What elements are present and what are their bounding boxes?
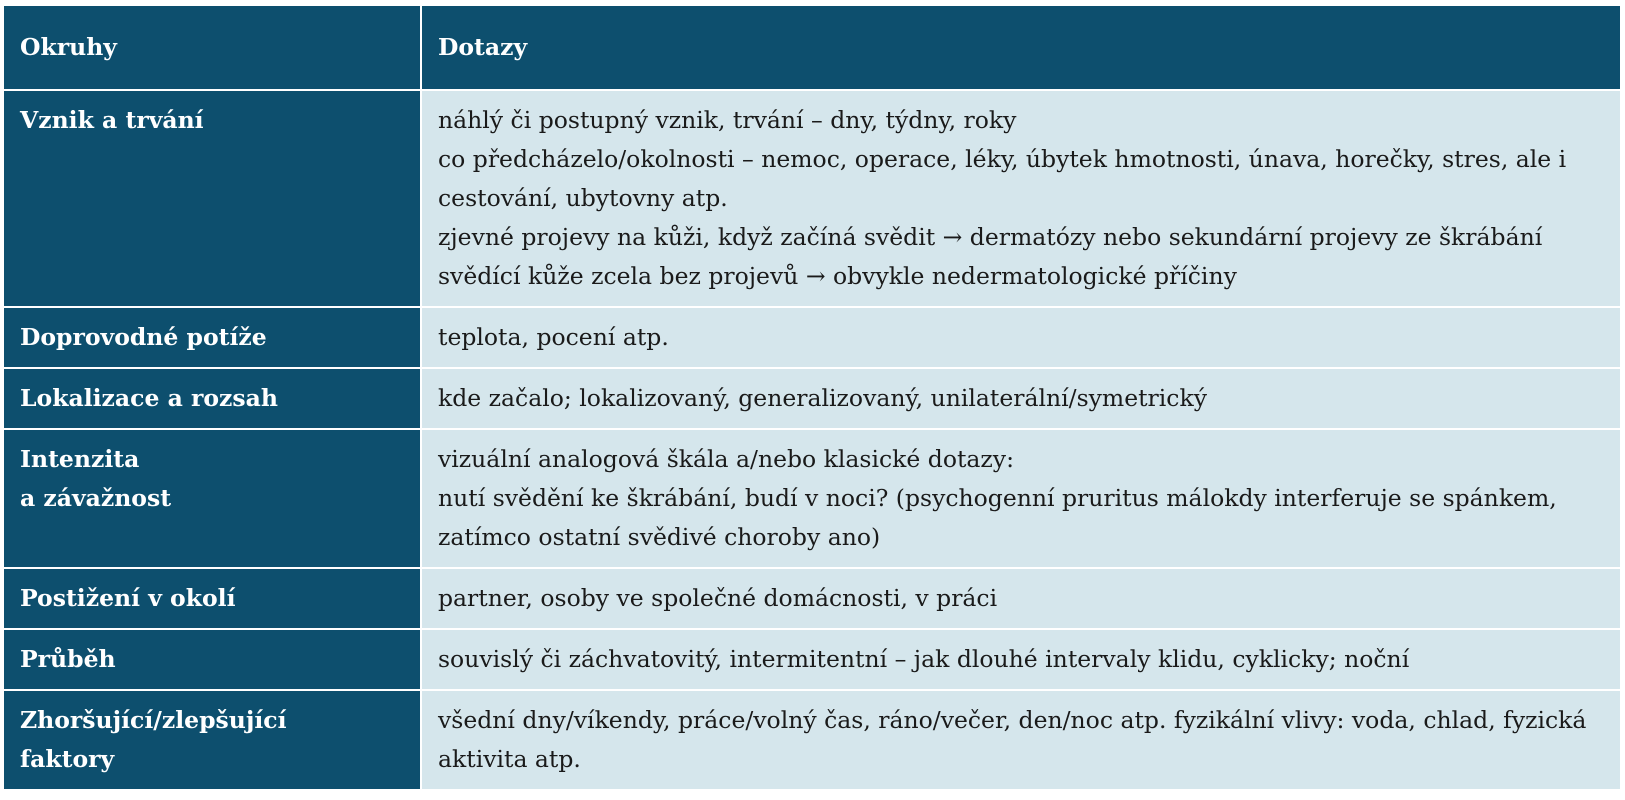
row-queries: [422, 569, 1620, 628]
topic-line: Průběh: [20, 645, 116, 673]
query-line: všední dny/víkendy, práce/volný čas, ráno/večer, den/noc atp. fyzikální vlivy: voda, chlad, fyzická aktivita atp.: [438, 706, 1587, 773]
row-queries: [422, 91, 1620, 306]
topic-line: Vznik a trvání: [20, 106, 204, 134]
query-line: vizuální analogová škála a/nebo klasické dotazy:: [438, 445, 1015, 473]
topic-line: Intenzita: [20, 445, 140, 473]
query-line: kde začalo; lokalizovaný, generalizovaný, unilaterální/symetrický: [438, 384, 1207, 412]
row-topic: [4, 369, 422, 428]
table-row: [4, 630, 1620, 691]
topic-line: Doprovodné potíže: [20, 323, 267, 351]
row-topic: [4, 691, 422, 789]
row-queries: [422, 369, 1620, 428]
row-queries: [422, 430, 1620, 567]
row-topic: [4, 630, 422, 689]
row-queries: [422, 308, 1620, 367]
topic-line: Zhoršující/zlepšující: [20, 706, 287, 734]
topic-line: a závažnost: [20, 484, 172, 512]
query-line: náhlý či postupný vznik, trvání – dny, týdny, roky: [438, 106, 1017, 134]
row-topic: [4, 308, 422, 367]
table-row: [4, 569, 1620, 630]
topic-line: Lokalizace a rozsah: [20, 384, 278, 412]
row-topic: [4, 569, 422, 628]
query-line: teplota, pocení atp.: [438, 323, 669, 351]
query-line: nutí svědění ke škrábání, budí v noci? (psychogenní pruritus málokdy interferuje se spánkem, zatímco ostatní svědivé choroby ano): [438, 484, 1557, 551]
row-topic: [4, 430, 422, 567]
table-row: [4, 691, 1620, 791]
header-queries: Dotazy: [422, 6, 1620, 89]
topic-line: Postižení v okolí: [20, 584, 236, 612]
anamnesis-table: [4, 4, 1620, 791]
table-row: [4, 430, 1620, 569]
header-topic: Okruhy: [4, 6, 422, 89]
table-row: [4, 308, 1620, 369]
query-line: zjevné projevy na kůži, když začíná svědit → dermatózy nebo sekundární projevy ze škrábání: [438, 223, 1543, 251]
query-line: souvislý či záchvatovitý, intermitentní – jak dlouhé intervaly klidu, cyklicky; noční: [438, 645, 1410, 673]
query-line: svědící kůže zcela bez projevů → obvykle nedermatologické příčiny: [438, 262, 1237, 290]
table-header-row: [4, 6, 1620, 91]
row-queries: [422, 630, 1620, 689]
query-line: co předcházelo/okolnosti – nemoc, operace, léky, úbytek hmotnosti, únava, horečky, stres, ale i cestování, ubytovny atp.: [438, 145, 1567, 212]
query-line: partner, osoby ve společné domácnosti, v práci: [438, 584, 998, 612]
row-queries: [422, 691, 1620, 789]
table-row: [4, 91, 1620, 308]
table-row: [4, 369, 1620, 430]
row-topic: [4, 91, 422, 306]
topic-line: faktory: [20, 745, 115, 773]
